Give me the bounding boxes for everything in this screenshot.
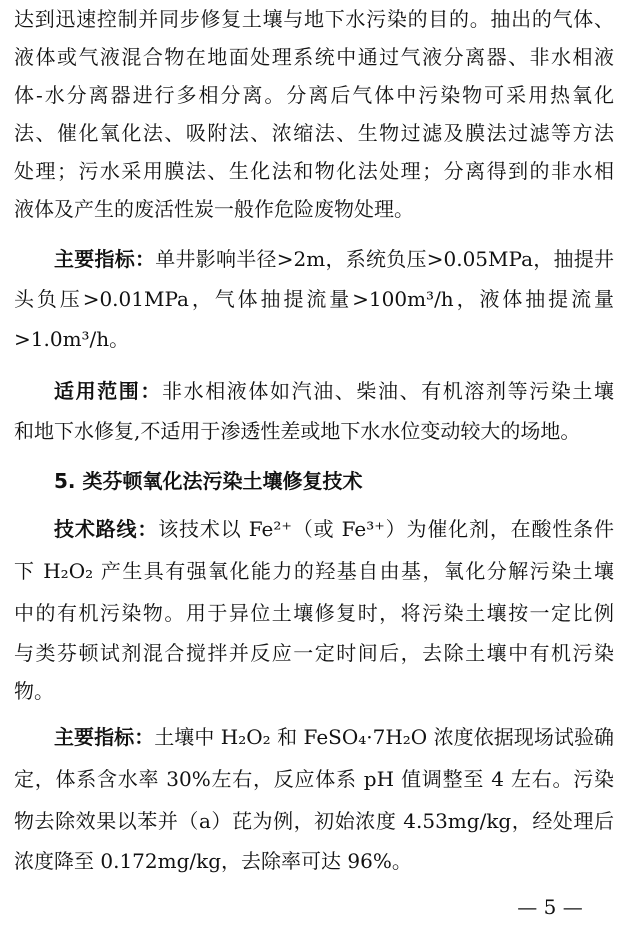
route-line-4: 与类芬顿试剂混合搅拌并反应一定时间后，去除土壤中有机污染 xyxy=(14,641,614,665)
indicators-2-line-1 xyxy=(54,722,614,752)
indicators-2-line-2: 定，体系含水率 30%左右，反应体系 pH 值调整至 4 左右。污染 xyxy=(14,767,614,791)
scope-line-1 xyxy=(54,376,614,406)
page-number: — 5 — xyxy=(517,895,583,919)
route-line-2: 下 H₂O₂ 产生具有强氧化能力的羟基自由基，氧化分解污染土壤 xyxy=(14,559,614,583)
intro-line-4: 法、催化氧化法、吸附法、浓缩法、生物过滤及膜法过滤等方法 xyxy=(14,121,614,145)
route-text-1: 该技术以 Fe²⁺（或 Fe³⁺）为催化剂，在酸性条件 xyxy=(158,517,614,541)
indicators-2-label: 主要指标： xyxy=(54,725,155,749)
intro-line-1: 达到迅速控制并同步修复土壤与地下水污染的目的。抽出的气体、 xyxy=(14,7,614,31)
indicators-2-line-4: 浓度降至 0.172mg/kg，去除率可达 96%。 xyxy=(14,849,412,873)
intro-line-2: 液体或气液混合物在地面处理系统中通过气液分离器、非水相液 xyxy=(14,45,614,69)
scope-label: 适用范围： xyxy=(54,379,162,403)
route-line-5: 物。 xyxy=(14,679,54,703)
intro-line-5: 处理；污水采用膜法、生化法和物化法处理；分离得到的非水相 xyxy=(14,159,614,183)
indicators-2-line-3: 物去除效果以苯并（a）芘为例，初始浓度 4.53mg/kg，经处理后 xyxy=(14,809,614,833)
section-heading: 5. 类芬顿氧化法污染土壤修复技术 xyxy=(54,469,363,493)
indicators-1-text-1: 单井影响半径>2m，系统负压>0.05MPa，抽提井 xyxy=(155,247,614,271)
indicators-1-line-2: 头负压>0.01MPa，气体抽提流量>100m³/h，液体抽提流量 xyxy=(14,287,614,311)
indicators-1-line-3: >1.0m³/h。 xyxy=(14,327,130,351)
route-line-3: 中的有机污染物。用于异位土壤修复时，将污染土壤按一定比例 xyxy=(14,601,614,625)
indicators-1-line-1 xyxy=(54,244,614,274)
intro-line-3: 体-水分离器进行多相分离。分离后气体中污染物可采用热氧化 xyxy=(14,83,614,107)
scope-text-1: 非水相液体如汽油、柴油、有机溶剂等污染土壤 xyxy=(162,379,614,403)
route-line-1 xyxy=(54,514,614,544)
indicators-1-label: 主要指标： xyxy=(54,247,156,271)
scope-line-2: 和地下水修复,不适用于渗透性差或地下水水位变动较大的场地。 xyxy=(14,419,581,443)
intro-line-6: 液体及产生的废活性炭一般作危险废物处理。 xyxy=(14,197,414,221)
route-label: 技术路线： xyxy=(54,517,159,541)
indicators-2-text-1: 土壤中 H₂O₂ 和 FeSO₄·7H₂O 浓度依据现场试验确 xyxy=(154,725,614,749)
